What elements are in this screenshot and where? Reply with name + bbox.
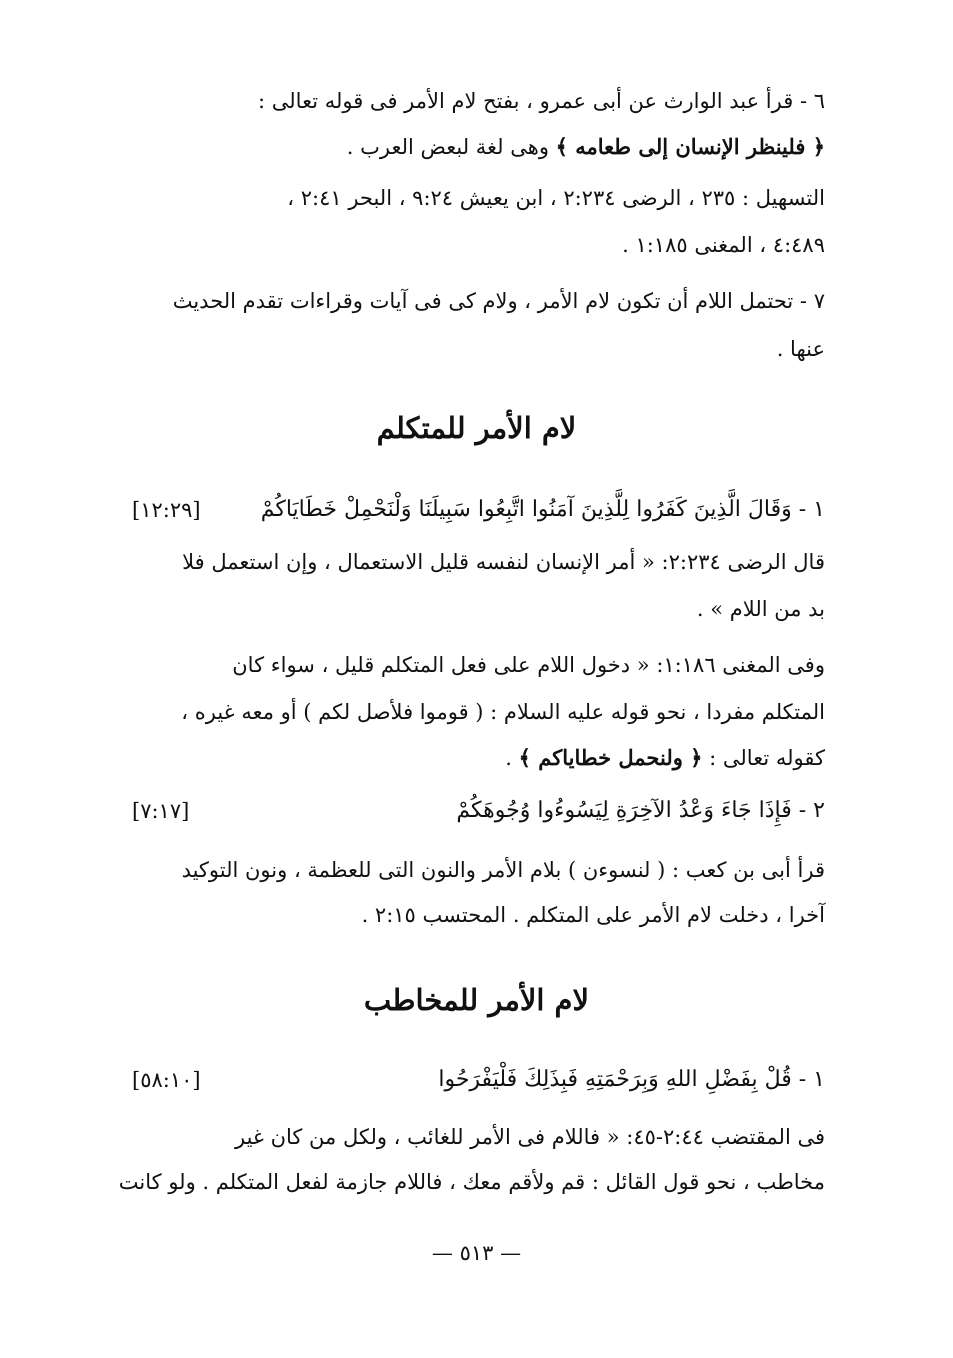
item-6-line-2 [347,132,825,162]
mughni-quote-line-2: المتكلم مفردا ، نحو قوله عليه السلام : ( قوموا فلأصل لكم ) أو معه غيره ، [181,700,825,724]
mughni-quote-line-1: وفى المغنى ١:١٨٦: « دخول اللام على فعل المتكلم قليل ، سواء كان [232,653,825,677]
verse-2-speaker-reference: [٧:١٧] [132,799,190,823]
references-line-2: ٤:٤٨٩ ، المغنى ١:١٨٥ . [622,233,825,257]
ubayy-reading-line-2: آخرا ، دخلت لام الأمر على المتكلم . المحتسب ٢:١٥ . [361,903,825,927]
page-number: — ٥١٣ — [431,1241,522,1265]
ubayy-reading-line-1: قرأ أبى بن كعب : ( لنسوءن ) بلام الأمر والنون التى للعظمة ، ونون التوكيد [181,858,825,882]
verse-2-speaker: ٢ - فَإِذَا جَاءَ وَعْدُ الآخِرَةِ لِيَسُوءُوا وُجُوهَكُمْ [456,798,825,823]
item-6-line-1: ٦ - قرأ عبد الوارث عن أبى عمرو ، بفتح لام الأمر فى قوله تعالى : [258,89,825,113]
section-heading-speaker: لام الأمر للمتكلم [376,411,577,445]
mughni-quote-line-3 [505,743,825,773]
quran-quote: ﴿ فلينظر الإنسان إلى طعامه ﴾ [555,134,825,159]
item-7-line-2: عنها . [776,337,825,361]
verse-1-speaker: ١ - وَقَالَ الَّذِينَ كَفَرُوا لِلَّذِينَ آمَنُوا اتَّبِعُوا سَبِيلَنَا وَلْنَحْمِلْ خَطَايَاكُمْ [260,497,825,522]
muqtadab-quote-line-2: مخاطب ، نحو قول القائل : قم ولأقم معك ، فاللام جازمة لفعل المتكلم . ولو كانت [118,1170,825,1194]
mughni-line-3-prefix: كقوله تعالى : [702,746,825,770]
verse-1-speaker-reference: [١٢:٢٩] [132,498,201,522]
quran-quote: ﴿ ولنحمل خطاياكم ﴾ [518,745,703,770]
muqtadab-quote-line-1: فى المقتضب ٢:٤٤-٤٥: « فاللام فى الأمر للغائب ، ولكل من كان غير [234,1125,825,1149]
radi-quote-line-1: قال الرضى ٢:٢٣٤: « أمر الإنسان لنفسه قليل الاستعمال ، وإن استعمل فلا [182,550,825,574]
references-line-1: التسهيل : ٢٣٥ ، الرضى ٢:٢٣٤ ، ابن يعيش ٩:٢٤ ، البحر ٢:٤١ ، [287,186,825,210]
item-6-line-2-rest: وهى لغة لبعض العرب . [346,135,556,159]
item-7-line-1: ٧ - تحتمل اللام أن تكون لام الأمر ، ولام كى فى آيات وقراءات تقدم الحديث [172,289,825,313]
verse-1-addressee-reference: [٥٨:١٠] [132,1068,201,1092]
section-heading-addressee: لام الأمر للمخاطب [363,983,590,1017]
mughni-line-3-suffix: . [505,746,519,770]
radi-quote-line-2: بد من اللام » . [696,597,825,621]
verse-1-addressee: ١ - قُلْ بِفَضْلِ اللهِ وَبِرَحْمَتِهِ فَبِذَلِكَ فَلْيَفْرَحُوا [438,1067,825,1092]
